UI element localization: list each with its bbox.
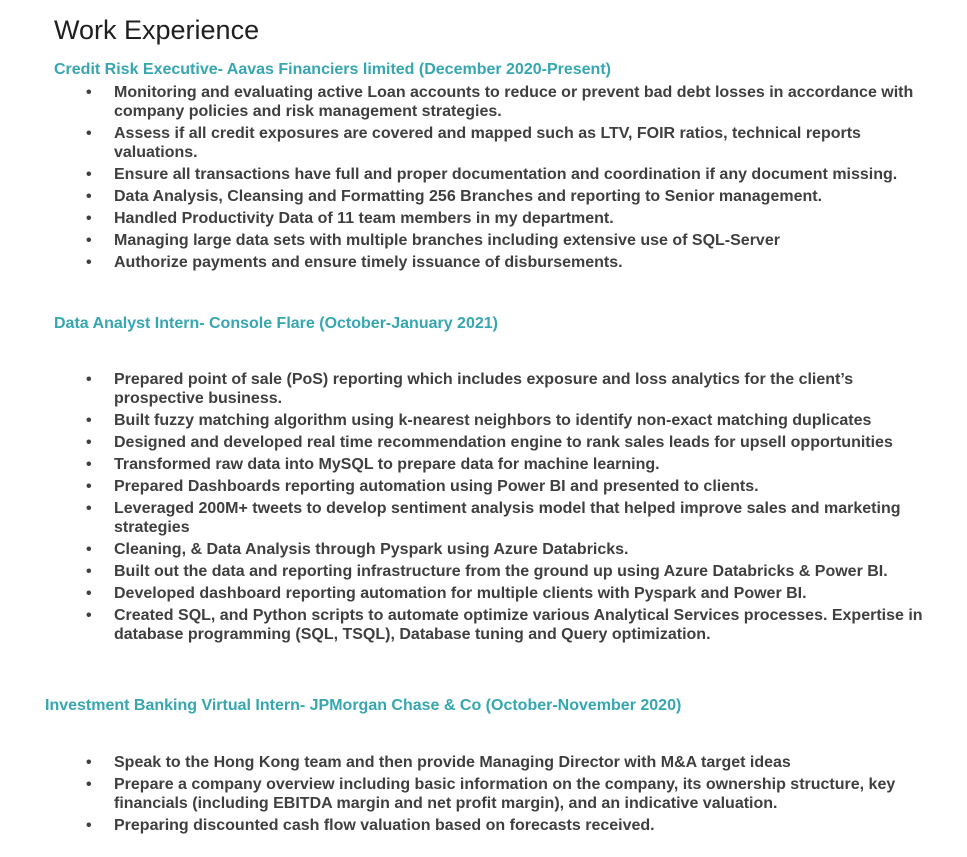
job-bullets-investment-banking-intern	[86, 753, 946, 838]
bullet-icon: •	[86, 371, 92, 388]
bullet-icon: •	[86, 776, 92, 793]
list-item	[86, 253, 946, 272]
bullet-text: Authorize payments and ensure timely issuance of disbursements.	[114, 254, 623, 271]
bullet-icon: •	[86, 585, 92, 602]
bullet-icon: •	[86, 434, 92, 451]
bullet-text: Leveraged 200M+ tweets to develop sentiment analysis model that helped improve sales and marketing strategies	[114, 500, 901, 536]
bullet-icon: •	[86, 456, 92, 473]
bullet-icon: •	[86, 188, 92, 205]
bullet-text: Designed and developed real time recommendation engine to rank sales leads for upsell opportunities	[114, 434, 893, 451]
bullet-text: Handled Productivity Data of 11 team members in my department.	[114, 210, 614, 227]
list-item	[86, 606, 946, 644]
bullet-icon: •	[86, 125, 92, 142]
list-item	[86, 477, 946, 496]
list-item	[86, 584, 946, 603]
bullet-icon: •	[86, 500, 92, 517]
bullet-icon: •	[86, 412, 92, 429]
bullet-icon: •	[86, 607, 92, 624]
bullet-icon: •	[86, 166, 92, 183]
list-item	[86, 775, 946, 813]
bullet-icon: •	[86, 478, 92, 495]
list-item	[86, 231, 946, 250]
bullet-text: Managing large data sets with multiple branches including extensive use of SQL-Server	[114, 232, 780, 249]
bullet-icon: •	[86, 754, 92, 771]
bullet-text: Prepared Dashboards reporting automation using Power BI and presented to clients.	[114, 478, 759, 495]
job-bullets-credit-risk-executive	[86, 83, 946, 275]
list-item	[86, 816, 946, 835]
bullet-text: Created SQL, and Python scripts to automate optimize various Analytical Services processes. Expertise in database programming (SQL, TSQL), Database tuning and Query optimization.	[114, 607, 923, 643]
list-item	[86, 753, 946, 772]
bullet-text: Cleaning, & Data Analysis through Pyspark using Azure Databricks.	[114, 541, 629, 558]
job-bullets-data-analyst-intern	[86, 370, 946, 647]
bullet-text: Prepared point of sale (PoS) reporting which includes exposure and loss analytics for the client’s prospective business.	[114, 371, 854, 407]
bullet-icon: •	[86, 541, 92, 558]
job-title-data-analyst-intern: Data Analyst Intern- Console Flare (October-January 2021)	[54, 315, 498, 332]
bullet-icon: •	[86, 817, 92, 834]
list-item	[86, 455, 946, 474]
list-item	[86, 187, 946, 206]
list-item	[86, 540, 946, 559]
bullet-text: Monitoring and evaluating active Loan accounts to reduce or prevent bad debt losses in accordance with company policies and risk management strategies.	[114, 84, 914, 120]
bullet-icon: •	[86, 254, 92, 271]
bullet-text: Transformed raw data into MySQL to prepare data for machine learning.	[114, 456, 660, 473]
bullet-text: Developed dashboard reporting automation for multiple clients with Pyspark and Power BI.	[114, 585, 807, 602]
bullet-text: Speak to the Hong Kong team and then provide Managing Director with M&A target ideas	[114, 754, 791, 771]
list-item	[86, 83, 946, 121]
bullet-icon: •	[86, 210, 92, 227]
job-title-credit-risk-executive: Credit Risk Executive- Aavas Financiers limited (December 2020-Present)	[54, 61, 611, 78]
list-item	[86, 370, 946, 408]
list-item	[86, 165, 946, 184]
list-item	[86, 562, 946, 581]
bullet-text: Assess if all credit exposures are covered and mapped such as LTV, FOIR ratios, technical reports valuations.	[114, 125, 861, 161]
page-title: Work Experience	[54, 15, 260, 45]
bullet-icon: •	[86, 232, 92, 249]
list-item	[86, 499, 946, 537]
list-item	[86, 209, 946, 228]
bullet-icon: •	[86, 84, 92, 101]
job-title-investment-banking-intern: Investment Banking Virtual Intern- JPMorgan Chase & Co (October-November 2020)	[45, 697, 682, 714]
bullet-text: Built out the data and reporting infrastructure from the ground up using Azure Databricks & Power BI.	[114, 563, 888, 580]
list-item	[86, 124, 946, 162]
bullet-text: Prepare a company overview including basic information on the company, its ownership structure, key financials (including EBITDA margin and net profit margin), and an indicative valuation.	[114, 776, 896, 812]
bullet-text: Preparing discounted cash flow valuation based on forecasts received.	[114, 817, 655, 834]
bullet-text: Built fuzzy matching algorithm using k-nearest neighbors to identify non-exact matching duplicates	[114, 412, 872, 429]
list-item	[86, 411, 946, 430]
bullet-text: Data Analysis, Cleansing and Formatting 256 Branches and reporting to Senior management.	[114, 188, 823, 205]
bullet-text: Ensure all transactions have full and proper documentation and coordination if any document missing.	[114, 166, 898, 183]
list-item	[86, 433, 946, 452]
bullet-icon: •	[86, 563, 92, 580]
